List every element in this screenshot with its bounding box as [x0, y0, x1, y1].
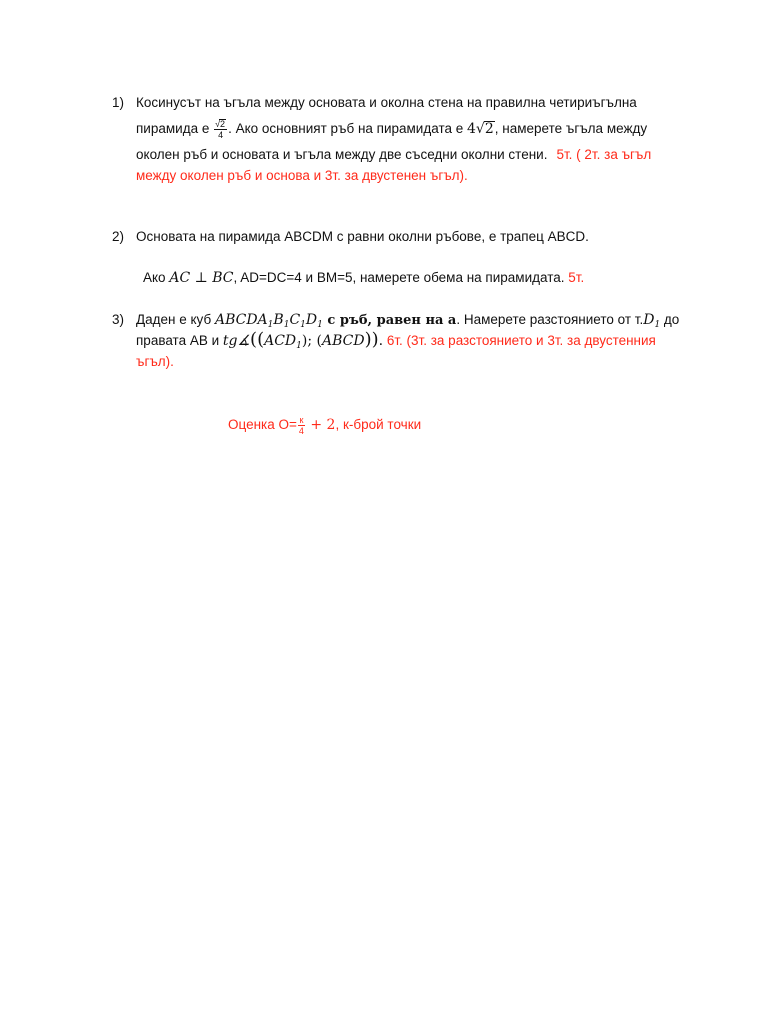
math-dot: .	[378, 333, 384, 349]
sqrt-value: 2	[484, 121, 494, 138]
problem-1-line-3	[136, 146, 651, 164]
problem-2-line-1: Основата на пирамида ABCDM с равни околни ръбове, е трапец ABCD.	[136, 229, 589, 244]
grading-text: , к-брой точки	[335, 417, 422, 433]
problem-1-line-1: Косинусът на ъгъла между основата и околна стена на правилна четириъгълна	[136, 95, 637, 110]
problem-2-number: 2)	[112, 229, 125, 244]
math-plane-2: ABCD	[321, 333, 365, 349]
fraction-denominator: 4	[218, 130, 224, 140]
problem-1-line-2	[136, 119, 647, 140]
math-paren: ))	[364, 329, 379, 350]
problem-1-text: . Ако основният ръб на пирамидата е	[228, 121, 467, 137]
problem-1-score-line: между околен ръб и основа и 3т. за двустенен ъгъл).	[136, 168, 468, 183]
edge-coefficient: 4	[467, 121, 476, 138]
problem-2-text: , AD=DC=4 и BM=5, намерете обема на пирамидата.	[233, 270, 565, 285]
math-paren: ((	[250, 329, 265, 350]
problem-1-number: 1)	[112, 95, 125, 110]
grading-text: Оценка O=	[228, 417, 297, 433]
problem-2-text: Ако	[143, 270, 170, 285]
problem-2-line-2	[143, 269, 584, 287]
math-bc: BC	[212, 270, 234, 286]
problem-1-text: пирамида е	[136, 121, 214, 137]
perpendicular-symbol: ⊥	[190, 270, 213, 286]
problem-3-score-line: ъгъл).	[136, 354, 174, 369]
sqrt-symbol: √	[215, 119, 221, 129]
problem-3-number: 3)	[112, 312, 125, 327]
problem-3-line-1	[136, 311, 679, 334]
math-cube: $ABCDA_1B_1C_1D_1$	[214, 312, 323, 330]
math-edge-text: с ръб, равен на a	[322, 313, 457, 328]
math-plane-1: $ACD_1$	[264, 333, 302, 351]
problem-3-text: . Намерете разстоянието от т.	[456, 312, 644, 327]
problem-1-score: 5т. ( 2т. за ъгъл	[556, 147, 652, 162]
problem-3-line-2	[136, 329, 656, 355]
problem-2-score: 5т.	[568, 270, 585, 285]
problem-1-text: , намерете ъгъла между	[494, 121, 648, 137]
grading-plus: + 2	[305, 417, 336, 434]
sqrt-value: 2	[220, 119, 226, 129]
math-tangent: tg∡	[222, 333, 251, 349]
problem-3-score: 6т. (3т. за разстоянието и 3т. за двустенния	[386, 333, 656, 348]
problem-3-text: до	[660, 312, 680, 327]
math-point: $D_1$	[643, 312, 661, 330]
grading-formula	[228, 415, 421, 436]
problem-3-text: Даден е куб	[136, 312, 215, 327]
cosine-fraction	[214, 119, 227, 140]
sqrt-symbol: √	[475, 121, 485, 138]
problem-3-text: правата AB и	[136, 333, 223, 348]
math-ac: AC	[169, 270, 191, 286]
problem-1-text: околен ръб и основата и ъгъла между две съседни околни стени.	[136, 147, 548, 162]
grading-fraction: $\frac{к}{4}$	[298, 415, 304, 436]
math-separator: ); (	[301, 333, 322, 349]
